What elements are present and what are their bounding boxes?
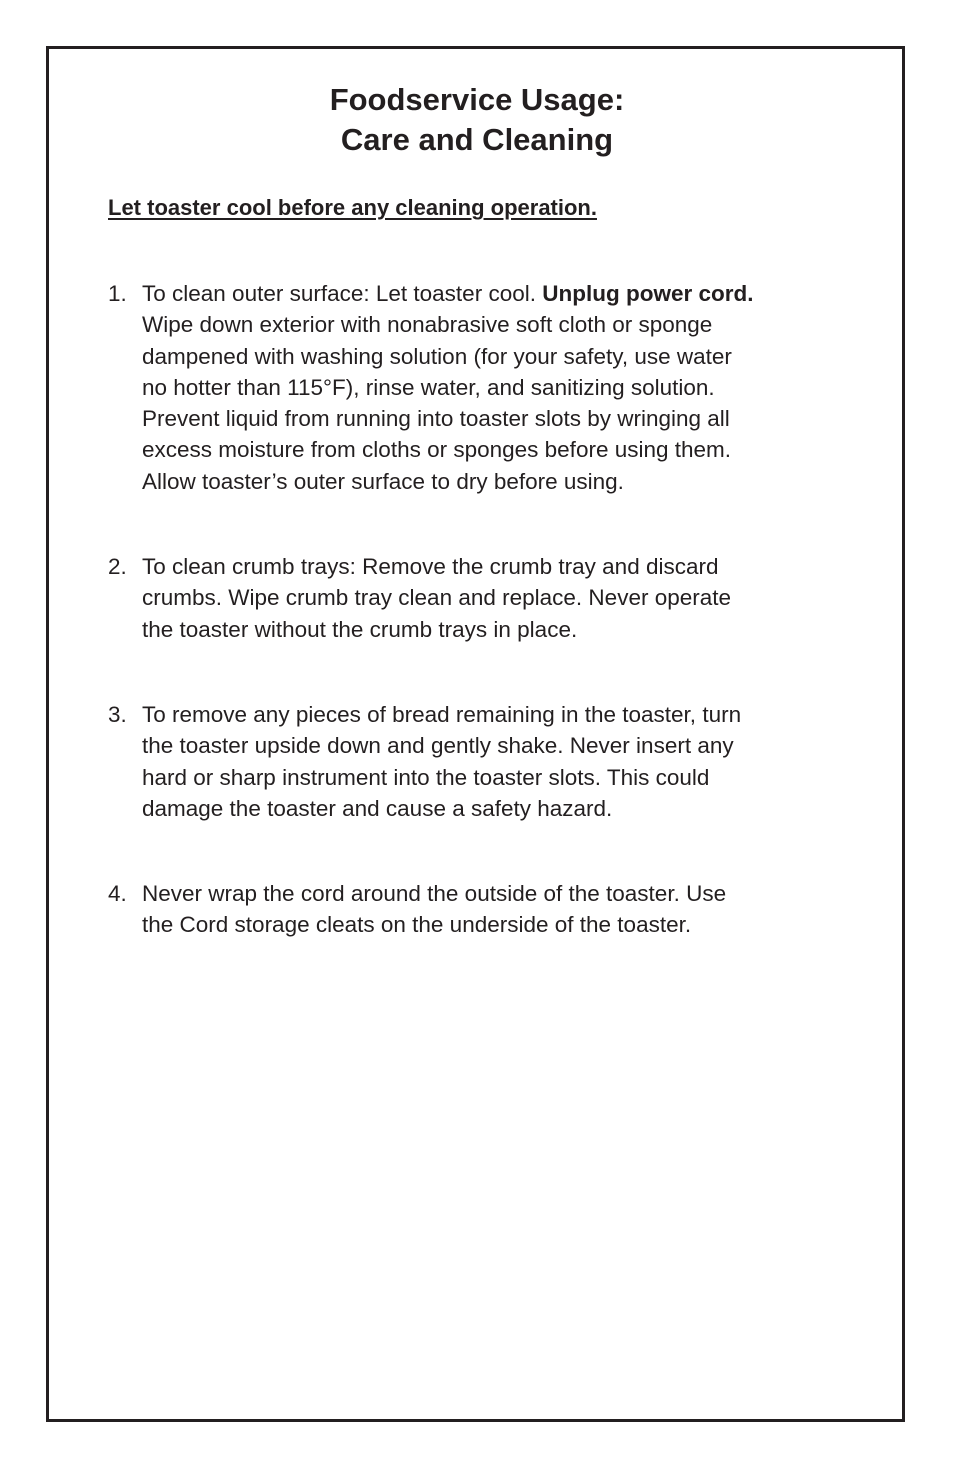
cleaning-step-4 [108,878,878,941]
step-line: the Cord storage cleats on the underside of the toaster. [142,912,692,938]
page-title-line-1: Foodservice Usage: [329,82,625,117]
step-line: excess moisture from cloths or sponges before using them. [142,437,732,463]
step-line: the toaster upside down and gently shake. Never insert any [142,733,734,759]
step-lead-text: To clean outer surface: Let toaster cool. [142,281,543,306]
step-text [142,278,878,497]
cool-down-warning: Let toaster cool before any cleaning operation. [108,195,597,220]
step-line: damage the toaster and cause a safety hazard. [142,795,613,821]
cleaning-step-3 [108,699,878,824]
step-line: crumbs. Wipe crumb tray clean and replace. Never operate [142,585,732,611]
step-number: 3. [108,702,127,727]
step-line: no hotter than 115°F), rinse water, and sanitizing solution. [142,374,715,400]
step-line: To remove any pieces of bread remaining in the toaster, turn [142,702,742,727]
step-line: Allow toaster’s outer surface to dry before using. [142,468,624,494]
step-number: 2. [108,554,127,579]
step-number: 1. [108,281,127,306]
cleaning-step-2 [108,551,878,645]
page-title-line-2: Care and Cleaning [340,122,614,157]
step-line: Wipe down exterior with nonabrasive soft cloth or sponge [142,312,713,338]
step-line: Prevent liquid from running into toaster slots by wringing all [142,406,730,432]
step-line: To clean crumb trays: Remove the crumb tray and discard [142,554,719,579]
unplug-emphasis: Unplug power cord. [542,281,754,306]
step-line [142,278,878,309]
step-line: Never wrap the cord around the outside of the toaster. Use [142,881,727,906]
page-title [0,80,954,160]
cleaning-step-1 [108,278,878,497]
step-line: dampened with washing solution (for your safety, use water [142,343,732,369]
step-line: hard or sharp instrument into the toaster slots. This could [142,764,710,790]
step-text [142,699,878,824]
step-number: 4. [108,881,127,906]
step-text [142,878,878,941]
step-text [142,551,878,645]
step-line: the toaster without the crumb trays in place. [142,616,578,642]
